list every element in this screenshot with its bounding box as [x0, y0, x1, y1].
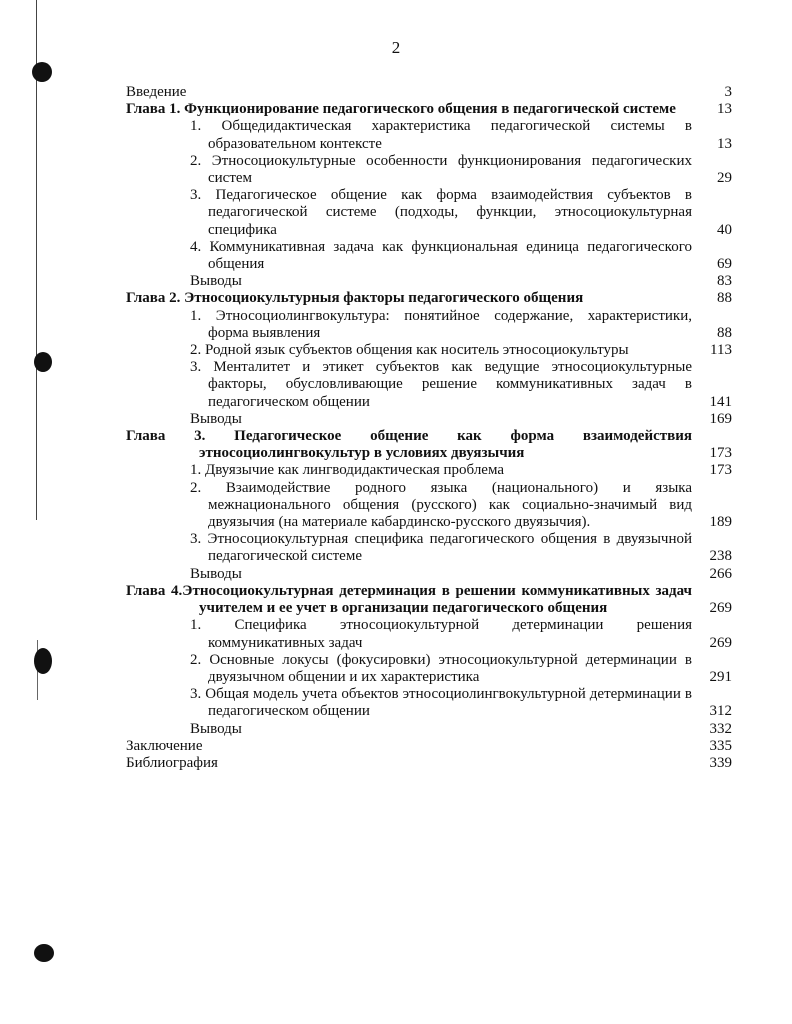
toc-entry-page: 339	[709, 754, 732, 771]
toc-entry-title: Введение	[126, 84, 187, 100]
toc-entry-title: Выводы	[190, 410, 242, 427]
toc-entry	[126, 686, 732, 720]
toc-entry-title: Библиография	[126, 754, 218, 771]
toc-entry	[126, 153, 732, 187]
toc-entry	[126, 531, 732, 565]
toc-entry-title: Глава 3. Педагогическое общение как форма взаимодействия этносоциолингвокультур в условиях двуязычия	[126, 428, 692, 462]
toc-entry-page: 69	[717, 256, 732, 273]
toc-entry-page: 29	[717, 170, 732, 187]
toc-entry	[126, 239, 732, 273]
toc-entry-title: 3. Менталитет и этикет субъектов как ведущие этносоциокультурные факторы, обусловливающие решение коммуникативных задач в педагогическом общении	[190, 359, 692, 410]
toc-entry	[126, 411, 732, 428]
toc-entry	[126, 652, 732, 686]
toc-entry-page: 332	[709, 720, 732, 737]
toc-entry	[126, 721, 732, 738]
table-of-contents	[126, 84, 732, 772]
toc-entry-title: 4. Коммуникативная задача как функциональная единица педагогического общения	[190, 238, 692, 273]
toc-entry-title: 1. Этносоциолингвокультура: понятийное содержание, характеристики, форма выявления	[190, 307, 692, 341]
toc-entry	[126, 359, 732, 411]
toc-entry-title: 2. Основные локусы (фокусировки) этносоциокультурной детерминации в двуязычном общении и их характеристика	[190, 651, 692, 685]
toc-entry-page: 335	[709, 737, 732, 754]
toc-entry-title: 3. Общая модель учета объектов этносоциолингвокультурной детерминации в педагогическом общении	[190, 686, 692, 720]
toc-entry-page: 238	[709, 548, 732, 565]
punch-hole-mark	[34, 352, 52, 372]
toc-entry	[126, 187, 732, 239]
toc-entry-title: 3. Этносоциокультурная специфика педагогического общения в двуязычной педагогической системе	[190, 531, 692, 565]
toc-entry-title: Глава 1. Функционирование педагогического общения в педагогической системе	[126, 101, 676, 118]
toc-entry-page: 173	[709, 462, 732, 479]
toc-entry	[126, 273, 732, 290]
toc-entry-page: 88	[717, 290, 732, 307]
toc-entry-page: 13	[717, 101, 732, 118]
toc-entry-page: 169	[709, 410, 732, 427]
toc-entry-page: 13	[717, 135, 732, 152]
toc-entry-page: 173	[709, 445, 732, 462]
toc-entry-title: 3. Педагогическое общение как форма взаимодействия субъектов в педагогической системе (подходы, функции, этносоциокультурная специфика	[190, 187, 692, 238]
toc-entry	[126, 84, 732, 101]
toc-entry-title: 2. Взаимодействие родного языка (национального) и языка межнационального общения (русского) как социально-значимый вид двуязычия (на материале кабардинско-русского двуязычия).	[190, 479, 692, 531]
toc-entry	[126, 583, 732, 617]
punch-hole-mark	[34, 944, 54, 962]
punch-hole-mark	[34, 648, 52, 674]
toc-entry-page: 269	[709, 600, 732, 617]
toc-entry-page: 189	[709, 514, 732, 531]
toc-entry-title: 1. Общедидактическая характеристика педагогической системы в образовательном контексте	[190, 118, 692, 152]
toc-entry	[126, 308, 732, 342]
toc-entry-page: 141	[709, 393, 732, 410]
toc-entry	[126, 755, 732, 772]
toc-entry-title: Выводы	[190, 565, 242, 582]
page-number: 2	[391, 38, 401, 57]
toc-entry	[126, 290, 732, 307]
toc-entry-page: 88	[717, 324, 732, 341]
toc-entry-page: 113	[710, 342, 732, 359]
toc-entry	[126, 342, 732, 359]
toc-entry-page: 83	[717, 273, 732, 290]
toc-entry-page: 269	[709, 634, 732, 651]
toc-entry	[126, 738, 732, 755]
toc-entry	[126, 118, 732, 152]
toc-entry-page: 40	[717, 221, 732, 238]
toc-entry-title: Глава 2. Этносоциокультурныя факторы педагогического общения	[126, 290, 584, 307]
toc-entry	[126, 617, 732, 651]
toc-entry-title: Глава 4.Этносоциокультурная детерминация в решении коммуникативных задач учителем и ее учет в организации педагогического общения	[126, 582, 692, 617]
toc-entry-title: Заключение	[126, 737, 203, 754]
toc-entry	[126, 462, 732, 479]
toc-entry-page: 291	[709, 668, 732, 685]
toc-entry	[126, 566, 732, 583]
toc-entry-title: Выводы	[190, 273, 242, 290]
toc-entry-title: 1. Специфика этносоциокультурной детерминации решения коммуникативных задач	[190, 617, 692, 651]
toc-entry-page: 312	[709, 703, 732, 720]
toc-entry-title: 2. Родной язык субъектов общения как носитель этносоциокультуры	[190, 342, 629, 359]
toc-entry-title: 1. Двуязычие как лингводидактическая проблема	[190, 462, 505, 479]
toc-entry-page: 3	[724, 84, 732, 100]
toc-entry	[126, 480, 732, 532]
punch-hole-mark	[32, 62, 52, 82]
toc-entry-title: 2. Этносоциокультурные особенности функционирования педагогических систем	[190, 152, 692, 187]
toc-entry-title: Выводы	[190, 720, 242, 737]
toc-entry	[126, 428, 732, 462]
toc-entry	[126, 101, 732, 118]
toc-entry-page: 266	[709, 565, 732, 582]
